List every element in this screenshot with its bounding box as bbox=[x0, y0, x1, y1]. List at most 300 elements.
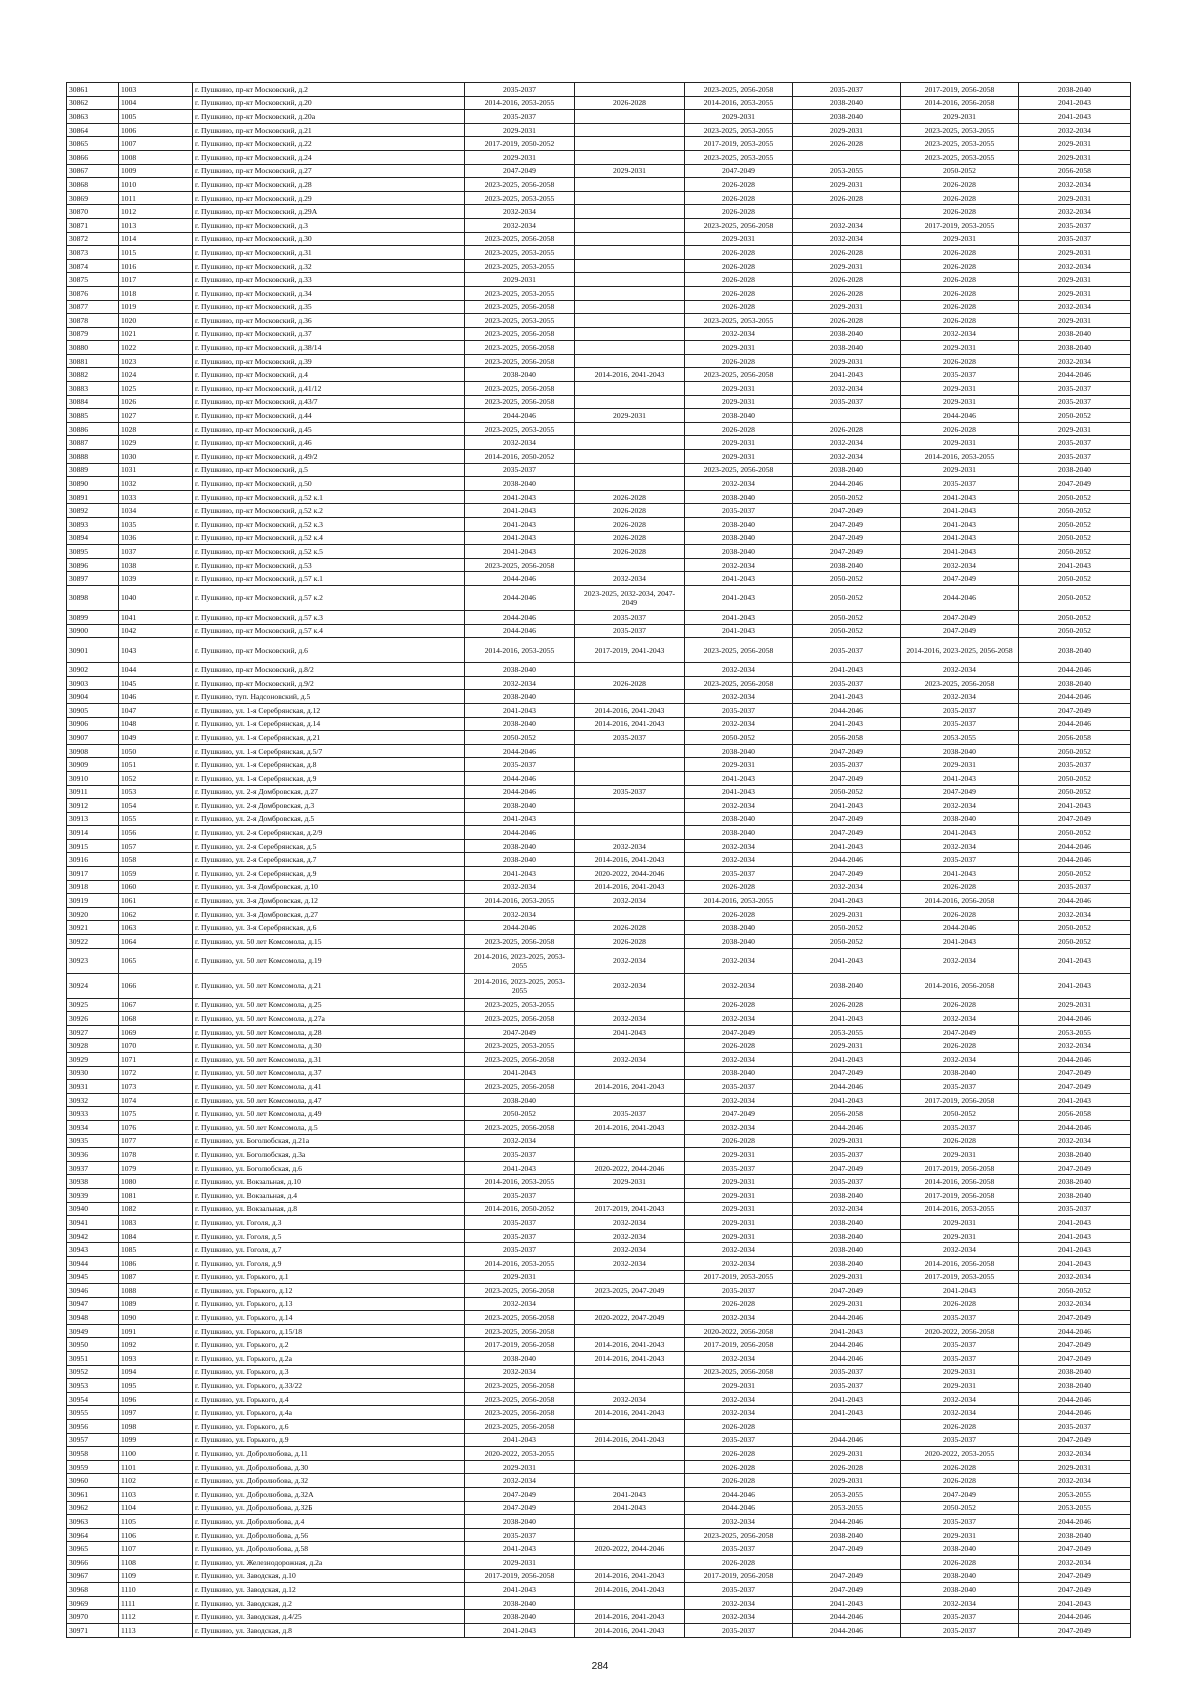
period-cell-3: 2050-2052 bbox=[685, 731, 793, 745]
period-cell-1: 2032-2034 bbox=[465, 1134, 575, 1148]
table-row bbox=[67, 531, 1131, 545]
period-cell-2: 2020-2022, 2044-2046 bbox=[575, 1542, 685, 1556]
house-number-cell: 1082 bbox=[119, 1202, 193, 1216]
row-number-cell: 30892 bbox=[67, 504, 119, 518]
period-cell-1: 2044-2046 bbox=[465, 624, 575, 638]
period-cell-4: 2053-2055 bbox=[793, 1025, 901, 1039]
row-number-cell: 30916 bbox=[67, 853, 119, 867]
table-row bbox=[67, 273, 1131, 287]
house-number-cell: 1059 bbox=[119, 867, 193, 881]
table-row bbox=[67, 973, 1131, 998]
period-cell-6: 2044-2046 bbox=[1019, 368, 1131, 382]
address-cell: г. Пушкино, ул. 1-я Серебрянская, д.21 bbox=[193, 731, 465, 745]
table-row bbox=[67, 1134, 1131, 1148]
table-row bbox=[67, 1433, 1131, 1447]
period-cell-5: 2026-2028 bbox=[901, 286, 1019, 300]
period-cell-5: 2035-2037 bbox=[901, 1311, 1019, 1325]
period-cell-4: 2029-2031 bbox=[793, 259, 901, 273]
period-cell-2 bbox=[575, 1515, 685, 1529]
row-number-cell: 30886 bbox=[67, 422, 119, 436]
house-number-cell: 1071 bbox=[119, 1053, 193, 1067]
period-cell-5: 2035-2037 bbox=[901, 1120, 1019, 1134]
row-number-cell: 30866 bbox=[67, 150, 119, 164]
period-cell-3: 2026-2028 bbox=[685, 1039, 793, 1053]
period-cell-5: 2029-2031 bbox=[901, 758, 1019, 772]
period-cell-6: 2044-2046 bbox=[1019, 663, 1131, 677]
period-cell-2 bbox=[575, 1270, 685, 1284]
period-cell-2 bbox=[575, 422, 685, 436]
period-cell-1: 2047-2049 bbox=[465, 1025, 575, 1039]
period-cell-5: 2032-2034 bbox=[901, 1243, 1019, 1257]
address-cell: г. Пушкино, ул. Горького, д.9 bbox=[193, 1433, 465, 1447]
table-row bbox=[67, 422, 1131, 436]
period-cell-2 bbox=[575, 1555, 685, 1569]
period-cell-6: 2041-2043 bbox=[1019, 1243, 1131, 1257]
row-number-cell: 30952 bbox=[67, 1365, 119, 1379]
address-cell: г. Пушкино, туп. Надсоновский, д.5 bbox=[193, 690, 465, 704]
period-cell-1: 2023-2025, 2056-2058 bbox=[465, 1324, 575, 1338]
period-cell-2: 2032-2034 bbox=[575, 1256, 685, 1270]
table-row bbox=[67, 1488, 1131, 1502]
period-cell-1: 2035-2037 bbox=[465, 758, 575, 772]
table-row bbox=[67, 1216, 1131, 1230]
period-cell-1: 2020-2022, 2053-2055 bbox=[465, 1447, 575, 1461]
table-row bbox=[67, 853, 1131, 867]
address-cell: г. Пушкино, пр-кт Московский, д.5 bbox=[193, 463, 465, 477]
period-cell-1: 2041-2043 bbox=[465, 545, 575, 559]
period-cell-2 bbox=[575, 1134, 685, 1148]
period-cell-1: 2047-2049 bbox=[465, 1488, 575, 1502]
row-number-cell: 30964 bbox=[67, 1528, 119, 1542]
house-number-cell: 1094 bbox=[119, 1365, 193, 1379]
house-number-cell: 1055 bbox=[119, 812, 193, 826]
house-number-cell: 1047 bbox=[119, 703, 193, 717]
period-cell-2: 2020-2022, 2047-2049 bbox=[575, 1311, 685, 1325]
table-row bbox=[67, 771, 1131, 785]
period-cell-3: 2035-2037 bbox=[685, 1284, 793, 1298]
period-cell-3: 2038-2040 bbox=[685, 531, 793, 545]
period-cell-1: 2029-2031 bbox=[465, 273, 575, 287]
address-cell: г. Пушкино, пр-кт Московский, д.57 к.3 bbox=[193, 610, 465, 624]
period-cell-1: 2044-2046 bbox=[465, 409, 575, 423]
row-number-cell: 30932 bbox=[67, 1093, 119, 1107]
period-cell-2: 2026-2028 bbox=[575, 531, 685, 545]
period-cell-6: 2044-2046 bbox=[1019, 1120, 1131, 1134]
period-cell-5: 2029-2031 bbox=[901, 341, 1019, 355]
period-cell-2 bbox=[575, 744, 685, 758]
period-cell-3: 2035-2037 bbox=[685, 867, 793, 881]
period-cell-5: 2026-2028 bbox=[901, 259, 1019, 273]
address-cell: г. Пушкино, ул. Заводская, д.2 bbox=[193, 1596, 465, 1610]
period-cell-5: 2017-2019, 2056-2058 bbox=[901, 1188, 1019, 1202]
period-cell-5: 2050-2052 bbox=[901, 1501, 1019, 1515]
period-cell-3: 2023-2025, 2053-2055 bbox=[685, 123, 793, 137]
house-number-cell: 1034 bbox=[119, 504, 193, 518]
period-cell-5: 2026-2028 bbox=[901, 354, 1019, 368]
period-cell-5: 2017-2019, 2053-2055 bbox=[901, 1270, 1019, 1284]
period-cell-1: 2038-2040 bbox=[465, 368, 575, 382]
period-cell-3: 2038-2040 bbox=[685, 935, 793, 949]
house-number-cell: 1096 bbox=[119, 1392, 193, 1406]
table-row bbox=[67, 246, 1131, 260]
period-cell-3: 2029-2031 bbox=[685, 1175, 793, 1189]
period-cell-1: 2044-2046 bbox=[465, 585, 575, 610]
period-cell-2: 2032-2034 bbox=[575, 973, 685, 998]
row-number-cell: 30965 bbox=[67, 1542, 119, 1556]
address-cell: г. Пушкино, ул. 2-я Серебрянская, д.7 bbox=[193, 853, 465, 867]
row-number-cell: 30940 bbox=[67, 1202, 119, 1216]
period-cell-3: 2038-2040 bbox=[685, 490, 793, 504]
row-number-cell: 30956 bbox=[67, 1420, 119, 1434]
period-cell-3: 2032-2034 bbox=[685, 1352, 793, 1366]
table-row bbox=[67, 1352, 1131, 1366]
period-cell-3: 2047-2049 bbox=[685, 164, 793, 178]
table-row bbox=[67, 1501, 1131, 1515]
period-cell-6: 2047-2049 bbox=[1019, 477, 1131, 491]
period-cell-5: 2026-2028 bbox=[901, 422, 1019, 436]
table-row bbox=[67, 1229, 1131, 1243]
table-row bbox=[67, 1379, 1131, 1393]
period-cell-5: 2029-2031 bbox=[901, 1216, 1019, 1230]
period-cell-1: 2023-2025, 2056-2058 bbox=[465, 1012, 575, 1026]
period-cell-5: 2017-2019, 2056-2058 bbox=[901, 83, 1019, 97]
period-cell-5: 2047-2049 bbox=[901, 610, 1019, 624]
period-cell-1: 2023-2025, 2053-2055 bbox=[465, 191, 575, 205]
period-cell-6: 2035-2037 bbox=[1019, 232, 1131, 246]
row-number-cell: 30924 bbox=[67, 973, 119, 998]
period-cell-2 bbox=[575, 137, 685, 151]
period-cell-5: 2044-2046 bbox=[901, 409, 1019, 423]
address-cell: г. Пушкино, ул. Горького, д.1 bbox=[193, 1270, 465, 1284]
period-cell-3: 2023-2025, 2056-2058 bbox=[685, 218, 793, 232]
period-cell-6: 2044-2046 bbox=[1019, 839, 1131, 853]
period-cell-2 bbox=[575, 1474, 685, 1488]
period-cell-1: 2044-2046 bbox=[465, 771, 575, 785]
house-number-cell: 1073 bbox=[119, 1080, 193, 1094]
period-cell-1: 2023-2025, 2056-2058 bbox=[465, 1311, 575, 1325]
period-cell-5: 2041-2043 bbox=[901, 867, 1019, 881]
period-cell-6: 2050-2052 bbox=[1019, 624, 1131, 638]
period-cell-6: 2038-2040 bbox=[1019, 341, 1131, 355]
period-cell-2: 2032-2034 bbox=[575, 1053, 685, 1067]
table-row bbox=[67, 1474, 1131, 1488]
period-cell-4: 2032-2034 bbox=[793, 880, 901, 894]
period-cell-1: 2029-2031 bbox=[465, 1270, 575, 1284]
period-cell-4: 2041-2043 bbox=[793, 894, 901, 908]
period-cell-2: 2023-2025, 2047-2049 bbox=[575, 1284, 685, 1298]
row-number-cell: 30968 bbox=[67, 1583, 119, 1597]
period-cell-4: 2047-2049 bbox=[793, 1583, 901, 1597]
period-cell-4: 2044-2046 bbox=[793, 477, 901, 491]
period-cell-4: 2041-2043 bbox=[793, 690, 901, 704]
house-number-cell: 1062 bbox=[119, 907, 193, 921]
period-cell-3: 2026-2028 bbox=[685, 178, 793, 192]
row-number-cell: 30931 bbox=[67, 1080, 119, 1094]
period-cell-2: 2014-2016, 2041-2043 bbox=[575, 368, 685, 382]
period-cell-1: 2035-2037 bbox=[465, 1229, 575, 1243]
address-cell: г. Пушкино, пр-кт Московский, д.30 bbox=[193, 232, 465, 246]
table-row bbox=[67, 907, 1131, 921]
period-cell-4: 2047-2049 bbox=[793, 504, 901, 518]
period-cell-2: 2017-2019, 2041-2043 bbox=[575, 1202, 685, 1216]
period-cell-1: 2014-2016, 2053-2055 bbox=[465, 894, 575, 908]
house-number-cell: 1024 bbox=[119, 368, 193, 382]
period-cell-5: 2029-2031 bbox=[901, 1148, 1019, 1162]
period-cell-5: 2032-2034 bbox=[901, 1053, 1019, 1067]
period-cell-4: 2029-2031 bbox=[793, 1134, 901, 1148]
period-cell-2: 2020-2022, 2044-2046 bbox=[575, 867, 685, 881]
address-cell: г. Пушкино, пр-кт Московский, д.57 к.4 bbox=[193, 624, 465, 638]
table-row bbox=[67, 1025, 1131, 1039]
period-cell-6: 2056-2058 bbox=[1019, 1107, 1131, 1121]
period-cell-3: 2044-2046 bbox=[685, 1501, 793, 1515]
house-number-cell: 1041 bbox=[119, 610, 193, 624]
period-cell-4: 2026-2028 bbox=[793, 137, 901, 151]
house-number-cell: 1017 bbox=[119, 273, 193, 287]
period-cell-2: 2026-2028 bbox=[575, 96, 685, 110]
period-cell-3: 2023-2025, 2053-2055 bbox=[685, 150, 793, 164]
period-cell-3: 2032-2034 bbox=[685, 853, 793, 867]
period-cell-2 bbox=[575, 205, 685, 219]
row-number-cell: 30875 bbox=[67, 273, 119, 287]
period-cell-4: 2032-2034 bbox=[793, 436, 901, 450]
table-row bbox=[67, 1066, 1131, 1080]
address-cell: г. Пушкино, пр-кт Московский, д.44 bbox=[193, 409, 465, 423]
address-cell: г. Пушкино, ул. 50 лет Комсомола, д.47 bbox=[193, 1093, 465, 1107]
house-number-cell: 1112 bbox=[119, 1610, 193, 1624]
period-cell-2: 2035-2037 bbox=[575, 731, 685, 745]
period-cell-5: 2032-2034 bbox=[901, 1392, 1019, 1406]
period-cell-4: 2026-2028 bbox=[793, 998, 901, 1012]
period-cell-3: 2023-2025, 2056-2058 bbox=[685, 1528, 793, 1542]
period-cell-1: 2038-2040 bbox=[465, 1352, 575, 1366]
address-cell: г. Пушкино, пр-кт Московский, д.35 bbox=[193, 300, 465, 314]
period-cell-5: 2041-2043 bbox=[901, 771, 1019, 785]
period-cell-3: 2029-2031 bbox=[685, 1188, 793, 1202]
table-row bbox=[67, 948, 1131, 973]
table-row bbox=[67, 1120, 1131, 1134]
house-number-cell: 1040 bbox=[119, 585, 193, 610]
period-cell-6: 2038-2040 bbox=[1019, 1365, 1131, 1379]
period-cell-2 bbox=[575, 450, 685, 464]
period-cell-2: 2026-2028 bbox=[575, 504, 685, 518]
address-cell: г. Пушкино, пр-кт Московский, д.20 bbox=[193, 96, 465, 110]
period-cell-4: 2050-2052 bbox=[793, 610, 901, 624]
period-cell-1: 2041-2043 bbox=[465, 812, 575, 826]
period-cell-1: 2035-2037 bbox=[465, 1216, 575, 1230]
period-cell-3: 2026-2028 bbox=[685, 259, 793, 273]
period-cell-6: 2044-2046 bbox=[1019, 1324, 1131, 1338]
period-cell-1: 2038-2040 bbox=[465, 1596, 575, 1610]
table-row bbox=[67, 785, 1131, 799]
period-cell-5: 2026-2028 bbox=[901, 300, 1019, 314]
row-number-cell: 30868 bbox=[67, 178, 119, 192]
period-cell-4: 2038-2040 bbox=[793, 1528, 901, 1542]
table-row bbox=[67, 96, 1131, 110]
house-number-cell: 1091 bbox=[119, 1324, 193, 1338]
period-cell-3: 2023-2025, 2056-2058 bbox=[685, 368, 793, 382]
period-cell-3: 2035-2037 bbox=[685, 1080, 793, 1094]
period-cell-2 bbox=[575, 314, 685, 328]
row-number-cell: 30948 bbox=[67, 1311, 119, 1325]
period-cell-3: 2029-2031 bbox=[685, 450, 793, 464]
house-number-cell: 1044 bbox=[119, 663, 193, 677]
period-cell-5: 2014-2016, 2053-2055 bbox=[901, 1202, 1019, 1216]
period-cell-2: 2041-2043 bbox=[575, 1025, 685, 1039]
table-row bbox=[67, 1039, 1131, 1053]
period-cell-5: 2017-2019, 2053-2055 bbox=[901, 218, 1019, 232]
period-cell-2 bbox=[575, 771, 685, 785]
period-cell-4 bbox=[793, 205, 901, 219]
row-number-cell: 30912 bbox=[67, 799, 119, 813]
period-cell-1: 2035-2037 bbox=[465, 1243, 575, 1257]
row-number-cell: 30898 bbox=[67, 585, 119, 610]
house-number-cell: 1028 bbox=[119, 422, 193, 436]
period-cell-2: 2032-2034 bbox=[575, 1392, 685, 1406]
period-cell-4: 2041-2043 bbox=[793, 663, 901, 677]
period-cell-4: 2038-2040 bbox=[793, 110, 901, 124]
address-cell: г. Пушкино, ул. Боголюбская, д.3а bbox=[193, 1148, 465, 1162]
period-cell-5: 2029-2031 bbox=[901, 1229, 1019, 1243]
period-cell-6: 2035-2037 bbox=[1019, 382, 1131, 396]
period-cell-3: 2041-2043 bbox=[685, 585, 793, 610]
period-cell-5: 2026-2028 bbox=[901, 1555, 1019, 1569]
period-cell-5: 2023-2025, 2056-2058 bbox=[901, 676, 1019, 690]
table-row bbox=[67, 1583, 1131, 1597]
table-row bbox=[67, 191, 1131, 205]
period-cell-6: 2053-2055 bbox=[1019, 1501, 1131, 1515]
row-number-cell: 30969 bbox=[67, 1596, 119, 1610]
row-number-cell: 30881 bbox=[67, 354, 119, 368]
period-cell-3: 2047-2049 bbox=[685, 1025, 793, 1039]
row-number-cell: 30900 bbox=[67, 624, 119, 638]
address-cell: г. Пушкино, пр-кт Московский, д.52 к.4 bbox=[193, 531, 465, 545]
house-number-cell: 1067 bbox=[119, 998, 193, 1012]
row-number-cell: 30941 bbox=[67, 1216, 119, 1230]
period-cell-6: 2032-2034 bbox=[1019, 1474, 1131, 1488]
row-number-cell: 30919 bbox=[67, 894, 119, 908]
period-cell-6: 2050-2052 bbox=[1019, 921, 1131, 935]
period-cell-1: 2023-2025, 2056-2058 bbox=[465, 232, 575, 246]
period-cell-1: 2041-2043 bbox=[465, 518, 575, 532]
period-cell-1: 2041-2043 bbox=[465, 1433, 575, 1447]
period-cell-6: 2032-2034 bbox=[1019, 259, 1131, 273]
period-cell-6: 2050-2052 bbox=[1019, 409, 1131, 423]
period-cell-6: 2041-2043 bbox=[1019, 1596, 1131, 1610]
row-number-cell: 30967 bbox=[67, 1569, 119, 1583]
table-row bbox=[67, 1270, 1131, 1284]
table-row bbox=[67, 826, 1131, 840]
address-cell: г. Пушкино, ул. Заводская, д.10 bbox=[193, 1569, 465, 1583]
period-cell-6: 2050-2052 bbox=[1019, 490, 1131, 504]
table-row bbox=[67, 178, 1131, 192]
period-cell-5: 2041-2043 bbox=[901, 826, 1019, 840]
row-number-cell: 30887 bbox=[67, 436, 119, 450]
table-row bbox=[67, 354, 1131, 368]
period-cell-5: 2041-2043 bbox=[901, 1284, 1019, 1298]
row-number-cell: 30943 bbox=[67, 1243, 119, 1257]
address-cell: г. Пушкино, пр-кт Московский, д.3 bbox=[193, 218, 465, 232]
page-number: 284 bbox=[591, 1661, 609, 1672]
address-cell: г. Пушкино, ул. 3-я Домбровская, д.12 bbox=[193, 894, 465, 908]
period-cell-2: 2026-2028 bbox=[575, 676, 685, 690]
period-cell-3: 2026-2028 bbox=[685, 1297, 793, 1311]
period-cell-3: 2044-2046 bbox=[685, 1488, 793, 1502]
period-cell-2 bbox=[575, 1379, 685, 1393]
period-cell-3: 2035-2037 bbox=[685, 1161, 793, 1175]
period-cell-1: 2038-2040 bbox=[465, 717, 575, 731]
period-cell-5: 2032-2034 bbox=[901, 948, 1019, 973]
period-cell-2: 2014-2016, 2041-2043 bbox=[575, 880, 685, 894]
table-row bbox=[67, 812, 1131, 826]
period-cell-5: 2041-2043 bbox=[901, 545, 1019, 559]
period-cell-6: 2047-2049 bbox=[1019, 1352, 1131, 1366]
period-cell-2 bbox=[575, 354, 685, 368]
period-cell-6: 2050-2052 bbox=[1019, 935, 1131, 949]
period-cell-2 bbox=[575, 1093, 685, 1107]
house-number-cell: 1078 bbox=[119, 1148, 193, 1162]
period-cell-5: 2047-2049 bbox=[901, 572, 1019, 586]
row-number-cell: 30936 bbox=[67, 1148, 119, 1162]
row-number-cell: 30962 bbox=[67, 1501, 119, 1515]
table-row bbox=[67, 799, 1131, 813]
period-cell-5: 2032-2034 bbox=[901, 1406, 1019, 1420]
row-number-cell: 30927 bbox=[67, 1025, 119, 1039]
table-row bbox=[67, 731, 1131, 745]
period-cell-3: 2029-2031 bbox=[685, 395, 793, 409]
period-cell-3: 2023-2025, 2056-2058 bbox=[685, 676, 793, 690]
period-cell-4: 2047-2049 bbox=[793, 771, 901, 785]
row-number-cell: 30953 bbox=[67, 1379, 119, 1393]
period-cell-6: 2050-2052 bbox=[1019, 867, 1131, 881]
house-number-cell: 1030 bbox=[119, 450, 193, 464]
period-cell-4: 2041-2043 bbox=[793, 1596, 901, 1610]
address-cell: г. Пушкино, ул. 50 лет Комсомола, д.27а bbox=[193, 1012, 465, 1026]
house-number-cell: 1104 bbox=[119, 1501, 193, 1515]
period-cell-1: 2023-2025, 2056-2058 bbox=[465, 382, 575, 396]
period-cell-4: 2032-2034 bbox=[793, 1202, 901, 1216]
house-number-cell: 1031 bbox=[119, 463, 193, 477]
period-cell-3: 2032-2034 bbox=[685, 1093, 793, 1107]
period-cell-6: 2041-2043 bbox=[1019, 1229, 1131, 1243]
period-cell-2 bbox=[575, 191, 685, 205]
period-cell-6: 2053-2055 bbox=[1019, 1488, 1131, 1502]
period-cell-3: 2038-2040 bbox=[685, 518, 793, 532]
period-cell-5: 2029-2031 bbox=[901, 1379, 1019, 1393]
period-cell-2: 2035-2037 bbox=[575, 624, 685, 638]
address-cell: г. Пушкино, пр-кт Московский, д.45 bbox=[193, 422, 465, 436]
table-row bbox=[67, 382, 1131, 396]
table-row bbox=[67, 1148, 1131, 1162]
period-cell-6: 2032-2034 bbox=[1019, 1297, 1131, 1311]
address-cell: г. Пушкино, ул. 3-я Домбровская, д.27 bbox=[193, 907, 465, 921]
period-cell-5: 2026-2028 bbox=[901, 1460, 1019, 1474]
period-cell-1: 2044-2046 bbox=[465, 610, 575, 624]
table-row bbox=[67, 839, 1131, 853]
period-cell-4: 2047-2049 bbox=[793, 1284, 901, 1298]
period-cell-6: 2038-2040 bbox=[1019, 463, 1131, 477]
period-cell-2 bbox=[575, 799, 685, 813]
address-cell: г. Пушкино, ул. 50 лет Комсомола, д.31 bbox=[193, 1053, 465, 1067]
address-cell: г. Пушкино, ул. 50 лет Комсомола, д.21 bbox=[193, 973, 465, 998]
period-cell-5: 2050-2052 bbox=[901, 1107, 1019, 1121]
period-cell-2: 2035-2037 bbox=[575, 610, 685, 624]
row-number-cell: 30907 bbox=[67, 731, 119, 745]
period-cell-5: 2020-2022, 2056-2058 bbox=[901, 1324, 1019, 1338]
period-cell-5: 2035-2037 bbox=[901, 1433, 1019, 1447]
period-cell-2: 2014-2016, 2041-2043 bbox=[575, 1338, 685, 1352]
period-cell-6: 2047-2049 bbox=[1019, 703, 1131, 717]
